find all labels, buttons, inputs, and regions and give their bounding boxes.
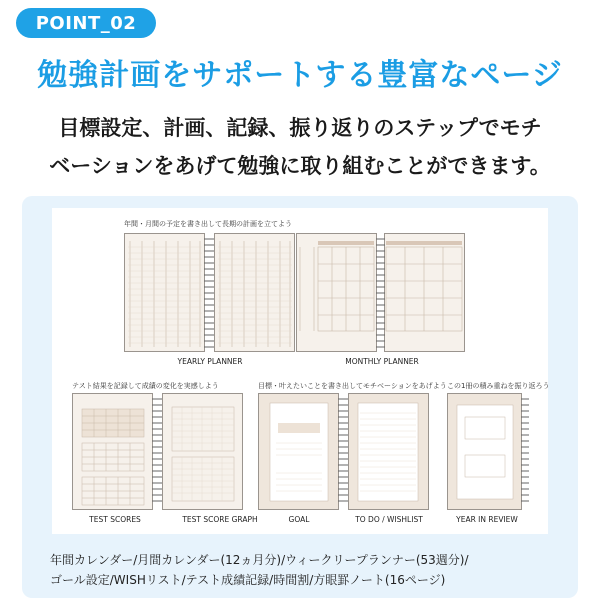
goal-todo-image — [258, 393, 430, 511]
contents-list-line-1: 年間カレンダー/月間カレンダー(12ヵ月分)/ウィークリープランナー(53週分)/ — [50, 553, 469, 567]
year-in-review-caption: YEAR IN REVIEW — [456, 515, 518, 524]
test-section-title: テスト結果を記録して成績の変化を実感しよう — [72, 382, 219, 390]
goal-section-title: 目標・叶えたいことを書き出してモチベーションをあげよう — [258, 382, 447, 390]
test-scores-image — [72, 393, 244, 511]
planner-section-title: 年間・月間の予定を書き出して長期の計画を立てよう — [124, 220, 292, 228]
review-section-title: この1冊の積み重ねを振り返ろう — [447, 382, 550, 390]
monthly-planner-image — [296, 233, 466, 353]
yearly-planner-image — [124, 233, 296, 353]
todo-wishlist-caption: TO DO / WISHLIST — [355, 515, 423, 524]
year-in-review-image — [447, 393, 531, 511]
yearly-planner-caption: YEARLY PLANNER — [177, 357, 243, 366]
point-badge: POINT_02 — [16, 8, 156, 38]
headline: 勉強計画をサポートする豊富なページ — [37, 58, 563, 93]
goal-caption: GOAL — [288, 515, 310, 524]
test-scores-caption: TEST SCORES — [89, 515, 141, 524]
monthly-planner-caption: MONTHLY PLANNER — [345, 357, 419, 366]
description-line-2: ベーションをあげて勉強に取り組むことができます。 — [49, 154, 551, 178]
contents-list-line-2: ゴール設定/WISHリスト/テスト成績記録/時間割/方眼罫ノート(16ページ) — [50, 573, 446, 587]
description-line-1: 目標設定、計画、記録、振り返りのステップでモチ — [58, 116, 542, 140]
test-score-graph-caption: TEST SCORE GRAPH — [182, 515, 258, 524]
